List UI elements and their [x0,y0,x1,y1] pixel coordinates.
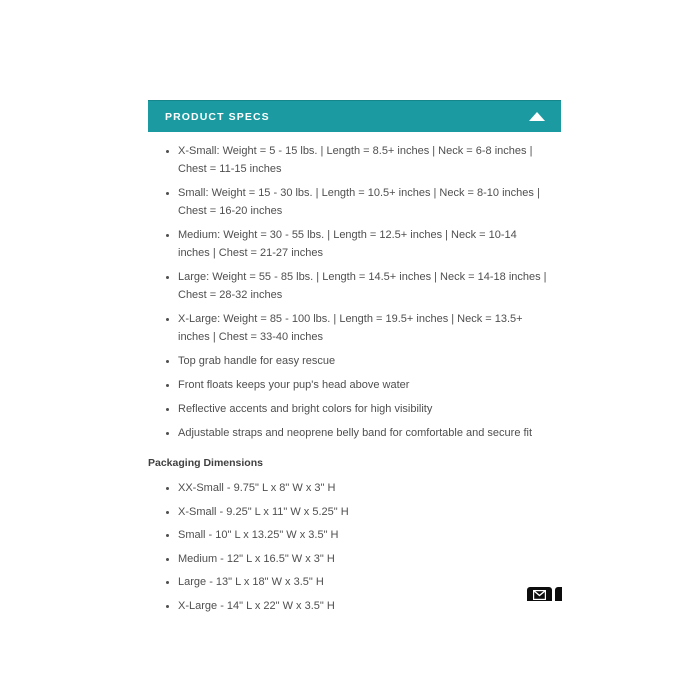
spec-item: • X-Small: Weight = 5 - 15 lbs. | Length = 8.5+ inches | Neck = 6-8 inches | Chest = 11-15 inches [178,142,550,178]
spec-item: • Large: Weight = 55 - 85 lbs. | Length = 14.5+ inches | Neck = 14-18 inches | Chest = 28-32 inches [178,268,550,304]
spec-item: • Medium: Weight = 30 - 55 lbs. | Length = 12.5+ inches | Neck = 10-14 inches | Chest = 21-27 inches [178,226,550,262]
spec-item: • Small: Weight = 15 - 30 lbs. | Length = 10.5+ inches | Neck = 8-10 inches | Chest = 16-20 inches [178,184,550,220]
spec-item: • Reflective accents and bright colors for high visibility [178,400,550,418]
packaging-item: • Small - 10" L x 13.25" W x 3.5" H [178,526,550,544]
packaging-item: • XX-Small - 9.75" L x 8" W x 3" H [178,479,550,497]
packaging-item: • Medium - 12" L x 16.5" W x 3" H [178,550,550,568]
product-specs-title: PRODUCT SPECS [165,110,270,123]
packaging-dimensions-heading: Packaging Dimensions [148,457,263,469]
packaging-item: • X-Small - 9.25" L x 11" W x 5.25" H [178,503,550,521]
spec-item: • Adjustable straps and neoprene belly band for comfortable and secure fit [178,424,550,442]
share-button-partial[interactable] [555,587,562,601]
packaging-item: • X-Large - 14" L x 22" W x 3.5" H [178,597,550,615]
spec-item: • Front floats keeps your pup's head above water [178,376,550,394]
product-specs-accordion-header[interactable] [148,100,561,132]
spec-item: • Top grab handle for easy rescue [178,352,550,370]
spec-list [148,142,561,442]
email-share-button[interactable] [527,587,552,601]
packaging-item: • Large - 13" L x 18" W x 3.5" H [178,573,550,591]
product-specs-panel [148,100,561,620]
packaging-dimensions-list [148,479,561,615]
envelope-icon [533,590,546,600]
chevron-up-icon [529,112,545,121]
spec-item: • X-Large: Weight = 85 - 100 lbs. | Length = 19.5+ inches | Neck = 13.5+ inches | Chest = 33-40 inches [178,310,550,346]
